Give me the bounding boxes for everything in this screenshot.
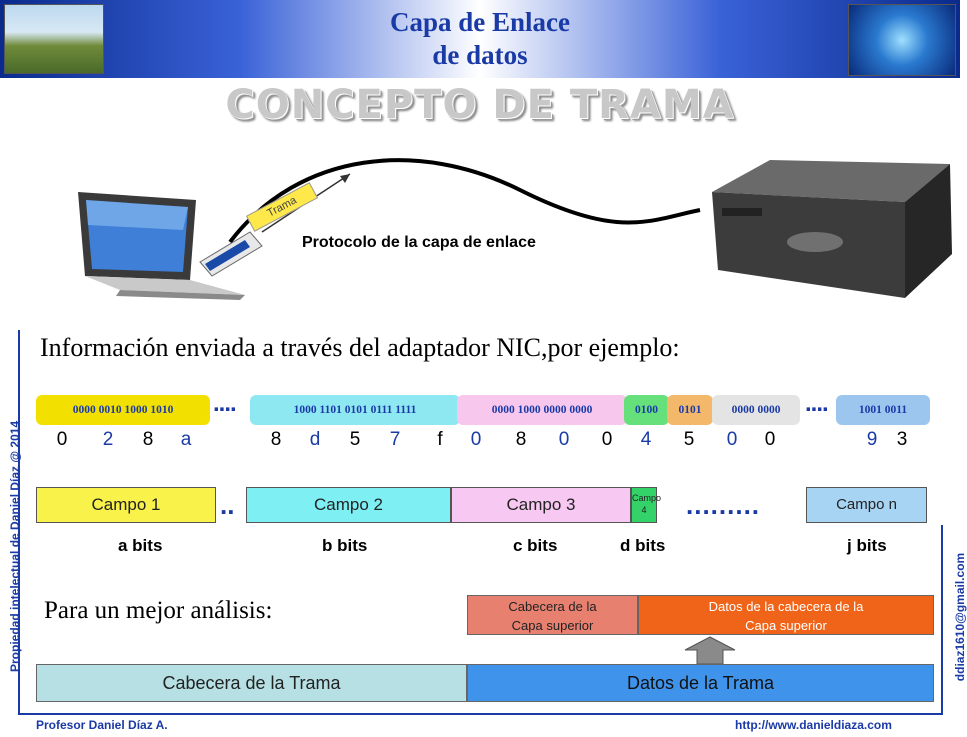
arrow-head-icon [340, 174, 350, 183]
hex-digit: 7 [389, 429, 401, 450]
campo-4 [631, 487, 662, 523]
hands-network-image [848, 4, 956, 76]
footer-author: Profesor Daniel Díaz A. [36, 718, 168, 732]
section-heading: CONCEPTO DE TRAMA [225, 82, 735, 128]
frame-line-right [941, 525, 943, 715]
title-line-2: de datos [432, 40, 528, 70]
bits-label-b: b bits [322, 536, 368, 555]
hex-digit: 0 [558, 429, 570, 450]
hex-digit: 5 [683, 429, 695, 450]
datos-capa-superior [638, 595, 934, 635]
trama-tag: Trama [246, 182, 318, 232]
campo-3: Campo 3 [451, 487, 631, 523]
laptop-icon [78, 192, 245, 300]
up-arrow-icon [680, 636, 740, 664]
hex-digit: 0 [56, 429, 68, 450]
hex-digit: 5 [349, 429, 361, 450]
hex-digit: 9 [866, 429, 878, 450]
bit-ellipsis-2: .... [805, 390, 828, 417]
hex-digit: a [180, 429, 192, 450]
bit-ellipsis-1: .... [213, 390, 236, 417]
campo-2: Campo 2 [246, 487, 451, 523]
hex-digit: 4 [640, 429, 652, 450]
bit-segment-7: 1001 0011 [836, 395, 930, 425]
campo-n: Campo n [806, 487, 927, 523]
page-title [300, 6, 660, 72]
cabecera-superior-line-1: Cabecera de la [508, 599, 597, 614]
bit-segment-2: 1000 1101 0101 0111 1111 [250, 395, 460, 425]
bits-label-j: j bits [847, 536, 887, 555]
hex-digit: 0 [601, 429, 613, 450]
hex-digit: 0 [470, 429, 482, 450]
hex-digit: 8 [270, 429, 282, 450]
protocol-label: Protocolo de la capa de enlace [302, 234, 536, 251]
cabecera-capa-superior [467, 595, 638, 635]
datos-superior-line-1: Datos de la cabecera de la [708, 599, 864, 614]
hex-digit: 8 [515, 429, 527, 450]
cabecera-trama: Cabecera de la Trama [36, 664, 467, 702]
hex-digit: 8 [142, 429, 154, 450]
campo-1: Campo 1 [36, 487, 216, 523]
campo-gap-short: .. [220, 490, 235, 520]
analysis-text: Para un mejor análisis: [44, 597, 273, 624]
datos-superior-line-2: Capa superior [745, 618, 827, 633]
datos-trama: Datos de la Trama [467, 664, 934, 702]
hex-digit: 2 [102, 429, 114, 450]
bits-label-c: c bits [513, 536, 558, 555]
frame-line-bottom [18, 713, 943, 715]
bit-segment-5: 0101 [667, 395, 713, 425]
hex-digit: 0 [726, 429, 738, 450]
campo-4-line-1: Campo [632, 493, 662, 503]
bit-segment-6: 0000 0000 [712, 395, 800, 425]
info-text: Información enviada a través del adaptador NIC,por ejemplo: [40, 333, 680, 362]
bits-label-a: a bits [118, 536, 163, 555]
bit-segment-3: 0000 1000 0000 0000 [457, 395, 627, 425]
footer-url[interactable]: http://www.danieldiaza.com [735, 718, 892, 732]
cabecera-superior-line-2: Capa superior [511, 618, 594, 633]
hex-digit: f [437, 429, 443, 450]
hex-digit: 0 [764, 429, 776, 450]
email-side-text: ddiaz1610@gmail.com [953, 552, 967, 682]
hex-digit: d [309, 429, 321, 450]
router-icon [712, 160, 952, 298]
bit-segment-1: 0000 0010 1000 1010 [36, 395, 210, 425]
bit-segment-4: 0100 [624, 395, 669, 425]
bits-label-d: d bits [620, 536, 666, 555]
antenna-photo [4, 4, 104, 74]
title-line-1: Capa de Enlace [389, 7, 570, 37]
campo-gap-long: ......... [686, 490, 761, 520]
campo-4-line-2: 4 [641, 505, 647, 515]
copyright-side-text: Propiedad intelectual de Daniel Díaz @ 2014 [8, 420, 22, 672]
hex-digit: 3 [896, 429, 908, 450]
